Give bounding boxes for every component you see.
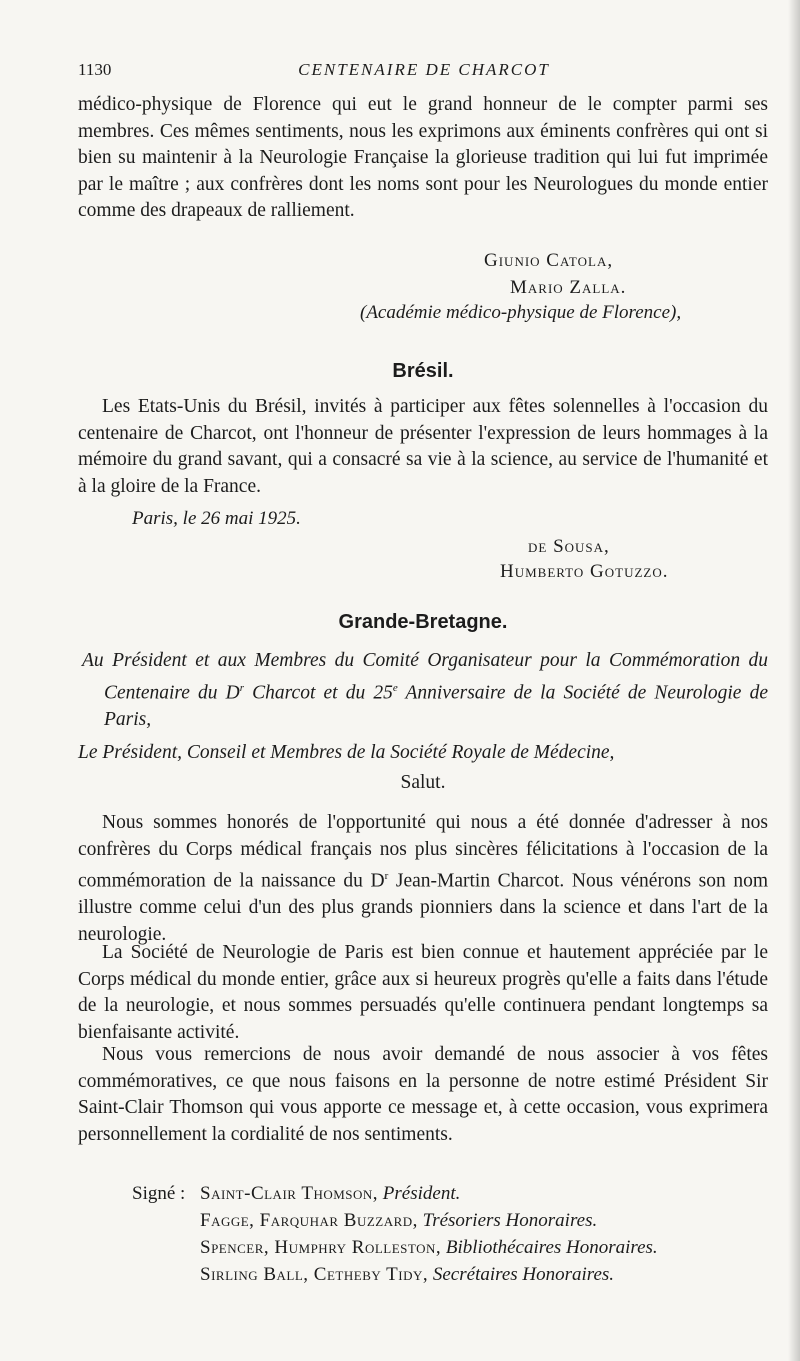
heading-grande-bretagne: Grande-Bretagne. bbox=[338, 611, 508, 633]
gb-para1-part-a: Nous sommes honorés de l'opportunité qui nous a été donnée d'adresser à nos confrères du Corps médical français nos plus sincères félicitations à l'occasion de la commémoration de la naissance du D bbox=[78, 812, 768, 892]
signe-label: Signé : bbox=[132, 1183, 186, 1204]
from-line: Le Président, Conseil et Membres de la Société Royale de Médecine, bbox=[78, 742, 615, 763]
page-edge-shadow bbox=[788, 0, 800, 1361]
address-sup-r: r bbox=[239, 681, 245, 694]
affiliation-florence: (Académie médico-physique de Florence), bbox=[360, 302, 682, 323]
page-header bbox=[78, 60, 770, 86]
running-title: CENTENAIRE DE CHARCOT bbox=[298, 60, 550, 79]
signature-gotuzzo: Humberto Gotuzzo. bbox=[500, 561, 669, 582]
paragraph-bresil: Les Etats-Unis du Brésil, invités à participer aux fêtes solennelles à l'occasion du centenaire de Charcot, ont l'honneur de présenter l'expression de leurs hommages à la mémoire du grand savant, qui a consacré sa vie à la science, au service de l'humanité et à la gloire de la France. bbox=[78, 396, 768, 497]
signatory-4-role: Secrétaires Honoraires. bbox=[432, 1264, 615, 1285]
paragraph-gb-3: Nous vous remercions de nous avoir demandé de nous associer à vos fêtes commémoratives, ce que nous faisons en la personne de notre estimé Président Sir Saint-Clair Thomson qui vous apporte ce message et, à cette occasion, vous exprimera personnellement la cordialité de nos sentiments. bbox=[78, 1044, 768, 1145]
signatory-4-names: Sirling Ball, Cetheby Tidy, bbox=[200, 1264, 429, 1285]
address-sup-e: e bbox=[392, 681, 398, 694]
gb-para1-sup: r bbox=[384, 870, 389, 882]
signatory-3-names: Spencer, Humphry Rolleston, bbox=[200, 1237, 442, 1258]
paragraph-gb-1 bbox=[78, 810, 768, 948]
signatory-1-role: Président. bbox=[382, 1183, 461, 1204]
signatory-2-role: Trésoriers Honoraires. bbox=[422, 1210, 598, 1231]
signature-sousa: de Sousa, bbox=[528, 536, 610, 557]
page-number: 1130 bbox=[78, 60, 112, 79]
salut: Salut. bbox=[400, 772, 446, 793]
address-part-a: Au Président et aux Membres du Comité Organisateur pour la Commémoration du Centenaire du D bbox=[82, 650, 768, 703]
heading-bresil: Brésil. bbox=[392, 360, 454, 382]
signatory-2-names: Fagge, Farquhar Buzzard, bbox=[200, 1210, 418, 1231]
date-paris: Paris, le 26 mai 1925. bbox=[132, 508, 301, 529]
signatory-4 bbox=[200, 1264, 614, 1286]
signatory-2 bbox=[200, 1210, 597, 1232]
signatory-1-names: Saint-Clair Thomson, bbox=[200, 1183, 379, 1204]
signatory-3-role: Bibliothécaires Honoraires. bbox=[445, 1237, 658, 1258]
gb-para1-part-b: Jean-Martin Charcot. Nous vénérons son nom illustre comme celui d'un des plus grands pionniers dans la science et dans l'art de la neurologie. bbox=[78, 870, 768, 945]
signatory-3 bbox=[200, 1237, 658, 1259]
signature-zalla: Mario Zalla. bbox=[510, 277, 627, 298]
address-part-b: Charcot et du 25 bbox=[244, 682, 393, 703]
signatory-1 bbox=[200, 1183, 460, 1205]
address-block bbox=[78, 648, 768, 733]
signature-catola: Giunio Catola, bbox=[484, 250, 614, 271]
address-part-c: Anniversaire de la Société de Neurologie de Paris, bbox=[104, 682, 768, 730]
paragraph-gb-2: La Société de Neurologie de Paris est bien connue et hautement appréciée par le Corps médical du monde entier, grâce aux si heureux progrès qu'elle a faits dans l'étude de la neurologie, et nous sommes persuadés qu'elle continuera pendant longtemps sa bienfaisante activité. bbox=[78, 942, 768, 1043]
paragraph-florence: médico-physique de Florence qui eut le grand honneur de le compter parmi ses membres. Ces mêmes sentiments, nous les exprimons aux éminents confrères qui ont si bien su maintenir à la Neurologie Française la glorieuse tradition qui lui fut imprimée par le maître ; aux confrères dont les noms sont pour les Neurologues du monde entier comme des drapeaux de ralliement. bbox=[78, 94, 768, 221]
